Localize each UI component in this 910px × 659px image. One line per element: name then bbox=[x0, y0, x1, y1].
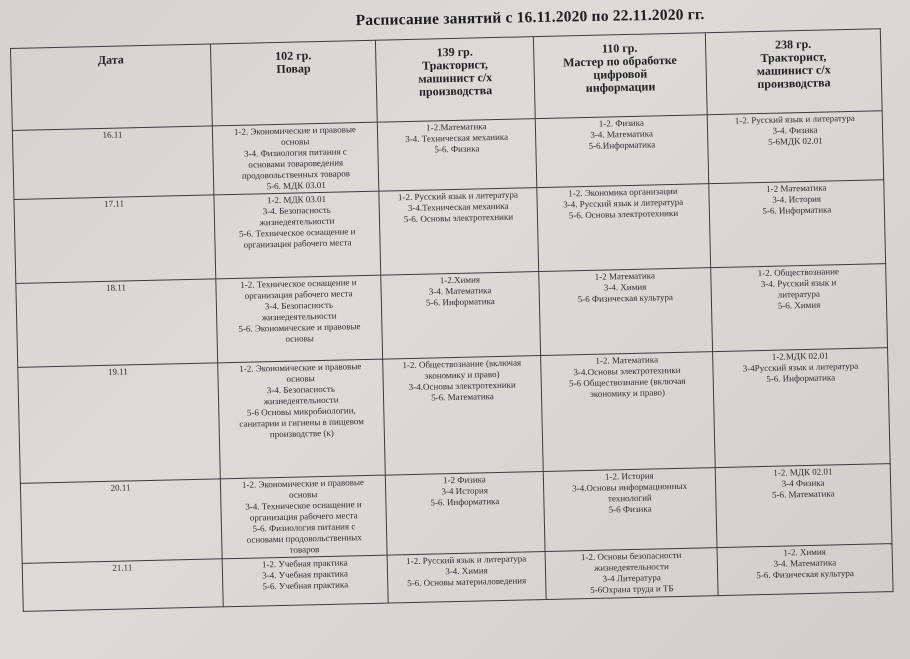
lesson-line: 3-4 Литература bbox=[602, 572, 661, 584]
lesson-cell-102 bbox=[212, 122, 379, 195]
lesson-line: 3-4.Техническая механика bbox=[407, 200, 509, 214]
lesson-line: 5-6. Информатика bbox=[766, 372, 836, 384]
lesson-line: основы bbox=[286, 373, 315, 384]
group-header-line: информации bbox=[585, 79, 656, 95]
lesson-cell-102 bbox=[214, 191, 381, 279]
lesson-line: 5-6.Информатика bbox=[588, 139, 656, 151]
lesson-line: 1-2. Экономические и правовые bbox=[239, 361, 362, 374]
lesson-line: 5-6. МДК 03.01 bbox=[266, 179, 326, 192]
lesson-line: 3-4. Физиология питания с bbox=[243, 146, 347, 159]
group-header-line: Мастер по обработке bbox=[562, 52, 677, 70]
lesson-line: 1-2.МДК 02.01 bbox=[771, 350, 829, 362]
lesson-line: 3-4Русский язык и литература bbox=[742, 360, 859, 374]
lesson-cell-102 bbox=[220, 475, 387, 559]
lesson-line: 1-2. Математика bbox=[595, 354, 659, 366]
lesson-line: 5-6Охрана труда и ТБ bbox=[590, 583, 674, 595]
lesson-line: организация рабочего места bbox=[243, 237, 352, 250]
lesson-cell-139 bbox=[377, 119, 537, 192]
lesson-line: 3-4. Химия bbox=[445, 565, 488, 577]
lesson-line: экономику и право) bbox=[424, 368, 500, 381]
lesson-line: 3-4. Математика bbox=[428, 285, 492, 297]
lesson-cell-139 bbox=[379, 188, 539, 276]
lesson-line: технологий bbox=[607, 492, 652, 504]
lesson-line: 5-6. Основы электротехники bbox=[403, 211, 514, 225]
date-cell: 16.11 bbox=[12, 126, 214, 200]
lesson-line: 5-6. Физическая культура bbox=[756, 567, 855, 581]
group-header-line: 110 гр. bbox=[601, 40, 638, 56]
lesson-line: 5-6. Информатика bbox=[425, 296, 495, 308]
lesson-line: 1-2.Химия bbox=[439, 274, 481, 286]
lesson-line: экономику и право) bbox=[589, 387, 666, 399]
lesson-line: организация рабочего места bbox=[244, 288, 353, 301]
lesson-line: 5-6 Физика bbox=[608, 503, 652, 515]
lesson-line: 3-4. Русский язык и литература bbox=[563, 196, 684, 210]
lesson-line: 3-4. Техническое оснащение и bbox=[245, 499, 362, 512]
lesson-line: 1-2. Экономические и правовые bbox=[233, 124, 357, 137]
lesson-line: 3-4. Математика bbox=[590, 128, 653, 140]
lesson-cell-139 bbox=[381, 272, 541, 360]
group-header-line: машинист с/х bbox=[756, 62, 831, 79]
lesson-cell-110 bbox=[539, 268, 713, 356]
lesson-line: 3-4 Физика bbox=[781, 477, 825, 489]
lesson-line: продовольственных товаров bbox=[241, 168, 351, 181]
group-header-line: Тракторист, bbox=[760, 49, 827, 65]
lesson-line: 1-2. Физика bbox=[598, 117, 644, 129]
lesson-line: 5-6. Физика bbox=[434, 143, 480, 155]
lesson-line: 5-6. Основы электротехники bbox=[568, 207, 679, 221]
lesson-line: 3-4. Химия bbox=[603, 281, 647, 293]
date-cell: 21.11 bbox=[22, 559, 223, 612]
lesson-line: 3-4. Безопасность bbox=[262, 204, 331, 217]
lesson-cell-238 bbox=[709, 180, 886, 268]
lesson-cell-102 bbox=[218, 359, 386, 479]
lesson-line: 1-2. Химия bbox=[783, 546, 826, 558]
lesson-line: 1-2. Обществознание (включая bbox=[402, 357, 522, 371]
lesson-line: жизнедеятельности bbox=[593, 561, 669, 573]
lesson-line: производстве (к) bbox=[269, 427, 334, 440]
page-title: Расписание занятий с 16.11.2020 по 22.11.2020 гг. bbox=[355, 6, 705, 30]
schedule-row bbox=[18, 348, 890, 484]
lesson-cell-238 bbox=[711, 264, 888, 352]
lesson-cell-110 bbox=[543, 468, 717, 552]
lesson-line: 1-2. Техническое оснащение и bbox=[240, 277, 357, 290]
group-header-110 bbox=[533, 33, 707, 119]
lesson-cell-110 bbox=[545, 548, 718, 600]
lesson-line: 1-2. История bbox=[604, 470, 654, 482]
group-header-line: производства bbox=[418, 83, 493, 99]
lesson-line: 1-2. Русский язык и литература bbox=[406, 553, 527, 567]
lesson-line: 1-2. Экономические и правовые bbox=[241, 477, 365, 490]
lesson-line: 3-4. Математика bbox=[773, 557, 837, 569]
lesson-line: 3-4.Основы электротехники bbox=[573, 364, 681, 378]
lesson-line: жизнедеятельности bbox=[259, 215, 335, 228]
lesson-line: 5-6. Основы материаловедения bbox=[407, 575, 527, 589]
lesson-line: санитарии и гигиены в пищевом bbox=[239, 416, 364, 429]
lesson-line: 5-6. Учебная практика bbox=[262, 579, 349, 592]
lesson-line: 5-6 Физическая культура bbox=[577, 292, 674, 305]
lesson-line: 3-4.Основы информационных bbox=[572, 480, 688, 494]
lesson-line: 5-6 Обществознание (включая bbox=[568, 375, 686, 389]
group-header-139 bbox=[375, 37, 535, 123]
lesson-line: литература bbox=[777, 288, 821, 300]
lesson-line: 5-6. Техническое оснащение и bbox=[238, 226, 356, 239]
group-header-line: 102 гр. bbox=[275, 48, 312, 63]
lesson-line: 5-6. Физиология питания с bbox=[252, 521, 356, 534]
lesson-cell-110 bbox=[537, 184, 711, 272]
lesson-line: жизнедеятельности bbox=[261, 310, 337, 323]
lesson-line: 3-4.Основы электротехники bbox=[408, 379, 516, 393]
lesson-line: 5-6. Химия bbox=[777, 299, 821, 311]
lesson-line: основы bbox=[285, 333, 314, 344]
lesson-cell-139 bbox=[387, 551, 546, 603]
schedule-sheet bbox=[10, 28, 893, 612]
date-cell: 19.11 bbox=[18, 363, 221, 484]
lesson-line: 5-6. Математика bbox=[431, 391, 494, 403]
lesson-cell-139 bbox=[383, 356, 544, 476]
lesson-cell-102 bbox=[216, 275, 383, 363]
group-header-line: Тракторист, bbox=[421, 57, 489, 73]
schedule-body bbox=[12, 111, 893, 612]
lesson-line: 1-2. Русский язык и литература bbox=[397, 189, 519, 203]
date-cell: 18.11 bbox=[16, 279, 218, 368]
lesson-line: 5-6. Информатика bbox=[430, 496, 500, 508]
lesson-line: 5-6. Математика bbox=[771, 488, 835, 500]
date-header: Дата bbox=[11, 44, 213, 131]
group-header-line: 238 гр. bbox=[774, 36, 812, 52]
group-header-line: 139 гр. bbox=[436, 44, 473, 60]
lesson-cell-238 bbox=[707, 111, 884, 184]
lesson-line: жизнедеятельности bbox=[263, 394, 339, 407]
lesson-line: 1-2. Обществознание bbox=[757, 266, 840, 279]
lesson-line: 5-6. Информатика bbox=[762, 204, 832, 216]
lesson-line: 1-2. Экономика организации bbox=[568, 185, 678, 199]
lesson-cell-110 bbox=[541, 352, 716, 472]
lesson-line: 3-4. Русский язык и bbox=[760, 277, 837, 290]
group-header-line: производства bbox=[757, 75, 831, 92]
lesson-line: 1-2. Русский язык и литература bbox=[734, 112, 855, 126]
lesson-line: 3-4. Физика bbox=[772, 124, 818, 136]
lesson-cell-110 bbox=[535, 115, 709, 188]
lesson-cell-102 bbox=[222, 555, 388, 607]
lesson-line: 1-2 Физика bbox=[442, 474, 486, 486]
lesson-line: основами продовольственных bbox=[246, 532, 362, 545]
lesson-line: 5-6МДК 02.01 bbox=[767, 135, 823, 147]
group-header-line: Повар bbox=[276, 61, 311, 76]
date-cell: 20.11 bbox=[20, 479, 222, 564]
group-header-line: машинист с/х bbox=[418, 70, 493, 86]
lesson-line: 5-6. Экономические и правовые bbox=[238, 321, 361, 334]
lesson-line: 1-2. МДК 02.01 bbox=[773, 466, 833, 478]
group-header-102 bbox=[210, 40, 377, 126]
lesson-line: основами товароведения bbox=[248, 157, 344, 170]
lesson-line: 1-2. МДК 03.01 bbox=[266, 193, 327, 206]
schedule-table bbox=[10, 28, 894, 612]
lesson-cell-238 bbox=[715, 464, 892, 548]
lesson-line: 3-4 История bbox=[441, 485, 489, 497]
lesson-cell-238 bbox=[717, 544, 893, 596]
lesson-cell-238 bbox=[713, 348, 891, 468]
lesson-line: 1-2. Основы безопасности bbox=[580, 549, 682, 563]
lesson-line: 3-4. Учебная практика bbox=[262, 568, 348, 581]
lesson-line: 3-4. Безопасность bbox=[264, 299, 334, 312]
lesson-line: 1-2.Математика bbox=[426, 121, 487, 133]
lesson-line: 5-6 Основы микробиологии, bbox=[246, 405, 356, 418]
lesson-line: 3-4. Безопасность bbox=[266, 383, 336, 396]
lesson-line: основы bbox=[280, 136, 310, 147]
group-header-238 bbox=[705, 29, 882, 115]
lesson-line: 1-2 Математика bbox=[766, 182, 827, 194]
lesson-line: 1-2 Математика bbox=[594, 270, 656, 282]
lesson-line: организация рабочего места bbox=[249, 510, 358, 523]
date-cell: 17.11 bbox=[14, 195, 216, 284]
lesson-line: основы bbox=[288, 489, 318, 500]
lesson-line: 3-4. Техническая механика bbox=[405, 131, 509, 145]
lesson-line: 3-4. История bbox=[772, 193, 822, 205]
lesson-line: 1-2. Учебная практика bbox=[261, 557, 348, 570]
lesson-cell-139 bbox=[385, 472, 545, 556]
group-header-line: цифровой bbox=[593, 66, 648, 82]
lesson-line: товаров bbox=[289, 544, 320, 555]
